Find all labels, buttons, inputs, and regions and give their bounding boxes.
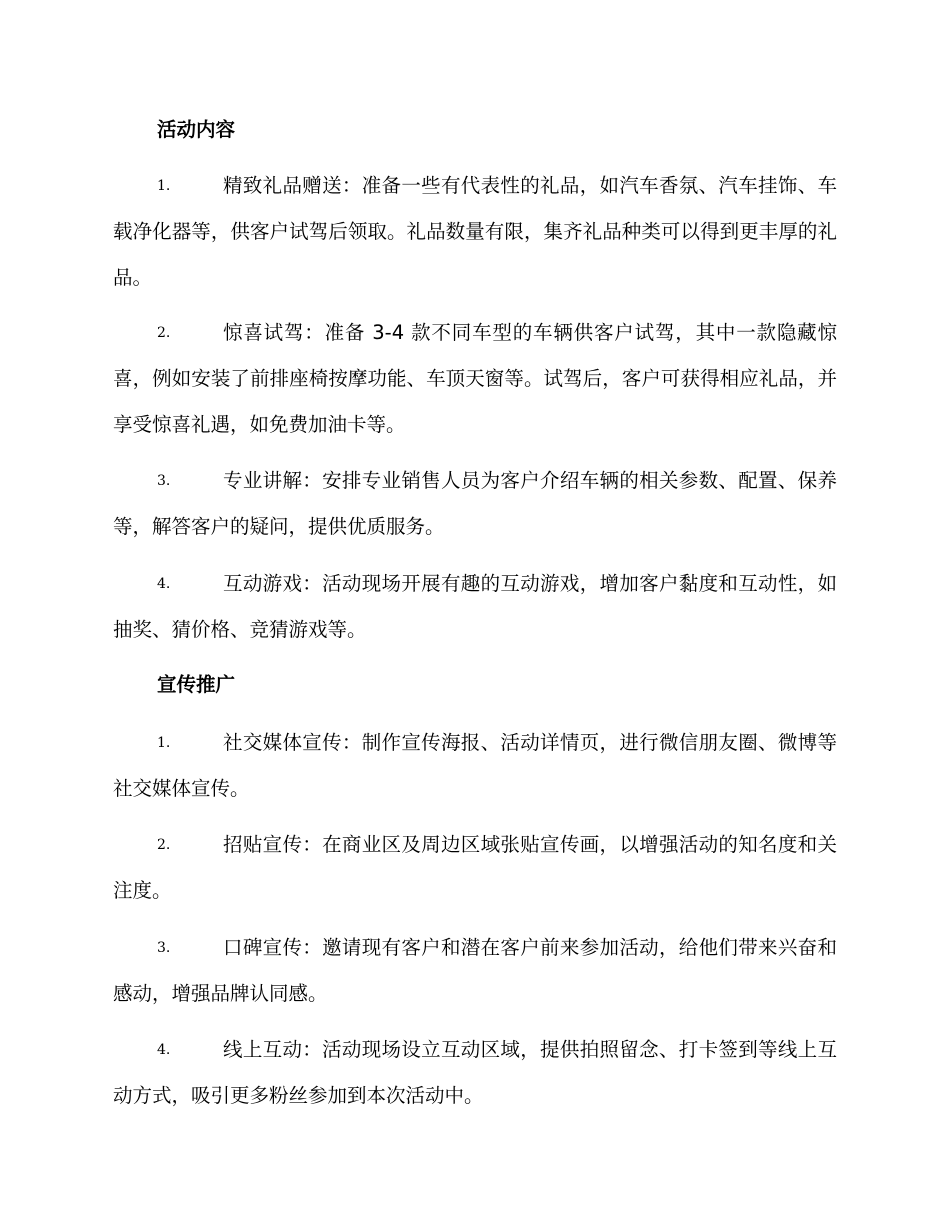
list-item-number: 2. (157, 325, 171, 341)
list-item-number: 3. (157, 940, 171, 956)
section-heading-activity-content: 活动内容 (157, 118, 236, 141)
list-item-text: 线上互动：活动现场设立互动区域，提供拍照留念、打卡签到等线上互动方式，吸引更多粉丝参加到本次活动中。 (113, 1038, 837, 1107)
list-item-number: 4. (157, 1042, 171, 1058)
list-item-text: 精致礼品赠送：准备一些有代表性的礼品，如汽车香氛、汽车挂饰、车载净化器等，供客户试驾后领取。礼品数量有限，集齐礼品种类可以得到更丰厚的礼品。 (113, 174, 837, 289)
list-item-number: 2. (157, 837, 171, 853)
list-item-number: 4. (157, 576, 171, 592)
list-item-text: 招贴宣传：在商业区及周边区域张贴宣传画，以增强活动的知名度和关注度。 (113, 833, 837, 902)
list-item-text: 专业讲解：安排专业销售人员为客户介绍车辆的相关参数、配置、保养等，解答客户的疑问，提供优质服务。 (113, 469, 837, 538)
list-item-number: 1. (157, 178, 171, 194)
section-heading-promotion: 宣传推广 (157, 673, 236, 696)
list-item-text: 口碑宣传：邀请现有客户和潜在客户前来参加活动，给他们带来兴奋和感动，增强品牌认同感。 (113, 936, 837, 1005)
list-item-text: 互动游戏：活动现场开展有趣的互动游戏，增加客户黏度和互动性，如抽奖、猜价格、竞猜游戏等。 (113, 572, 837, 641)
list-item-text: 惊喜试驾：准备 3-4 款不同车型的车辆供客户试驾，其中一款隐藏惊喜，例如安装了前排座椅按摩功能、车顶天窗等。试驾后，客户可获得相应礼品，并享受惊喜礼遇，如免费加油卡等。 (113, 321, 837, 436)
list-item-number: 1. (157, 735, 171, 751)
list-item-number: 3. (157, 473, 171, 489)
list-item-text: 社交媒体宣传：制作宣传海报、活动详情页，进行微信朋友圈、微博等社交媒体宣传。 (113, 731, 837, 800)
